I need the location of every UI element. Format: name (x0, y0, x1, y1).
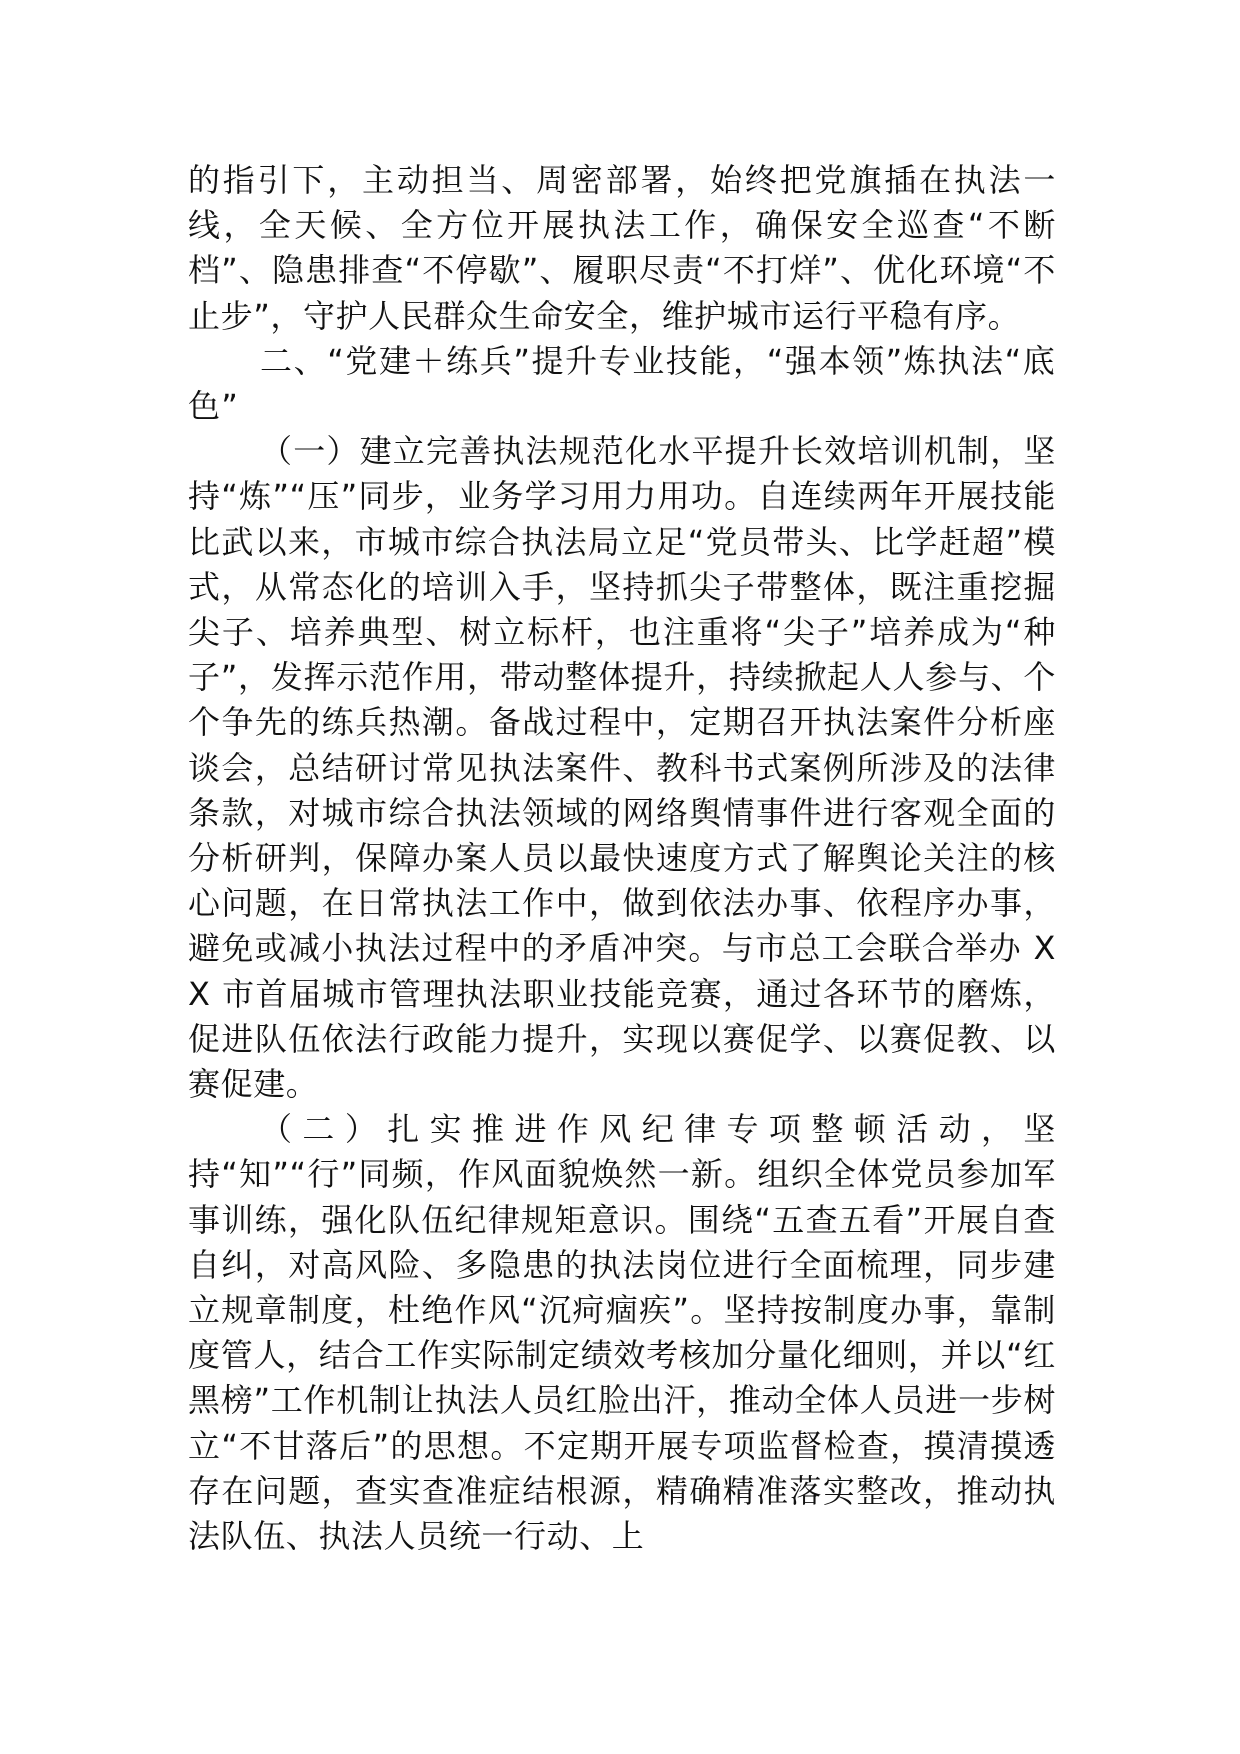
paragraph-continuation: 的指引下，主动担当、周密部署，始终把党旗插在执法一线，全天候、全方位开展执法工作，确保安全巡查“不断档”、隐患排查“不停歇”、履职尽责“不打烊”、优化环境“不止步”，守护人民群众生命安全，维护城市运行平稳有序。 (188, 161, 1056, 335)
paragraph-subsection-2: （二）扎实推进作风纪律专项整顿活动，坚持“知”“行”同频，作风面貌焕然一新。组织全体党员参加军事训练，强化队伍纪律规矩意识。围绕“五查五看”开展自查自纠，对高风险、多隐患的执法岗位进行全面梳理，同步建立规章制度，杜绝作风“沉疴痼疾”。坚持按制度办事，靠制度管人，结合工作实际制定绩效考核加分量化细则，并以“红黑榜”工作机制让执法人员红脸出汗，推动全体人员进一步树立“不甘落后”的思想。不定期开展专项监督检查，摸清摸透存在问题，查实查准症结根源，精确精准落实整改，推动执法队伍、执法人员统一行动、上 (188, 1110, 1056, 1556)
document-body (188, 158, 1056, 1559)
section-heading: 二、“党建＋练兵”提升专业技能，“强本领”炼执法“底色” (188, 341, 1056, 426)
paragraph-subsection-1: （一）建立完善执法规范化水平提升长效培训机制，坚持“炼”“压”同步，业务学习用力用功。自连续两年开展技能比武以来，市城市综合执法局立足“党员带头、比学赶超”模式，从常态化的培训入手，坚持抓尖子带整体，既注重挖掘尖子、培养典型、树立标杆，也注重将“尖子”培养成为“种子”，发挥示范作用，带动整体提升，持续掀起人人参与、个个争先的练兵热潮。备战过程中，定期召开执法案件分析座谈会，总结研讨常见执法案件、教科书式案例所涉及的法律条款，对城市综合执法领域的网络舆情事件进行客观全面的分析研判，保障办案人员以最快速度方式了解舆论关注的核心问题，在日常执法工作中，做到依法办事、依程序办事，避免或减小执法过程中的矛盾冲突。与市总工会联合举办 XX 市首届城市管理执法职业技能竞赛，通过各环节的磨炼，促进队伍依法行政能力提升，实现以赛促学、以赛促教、以赛促建。 (188, 432, 1056, 1104)
